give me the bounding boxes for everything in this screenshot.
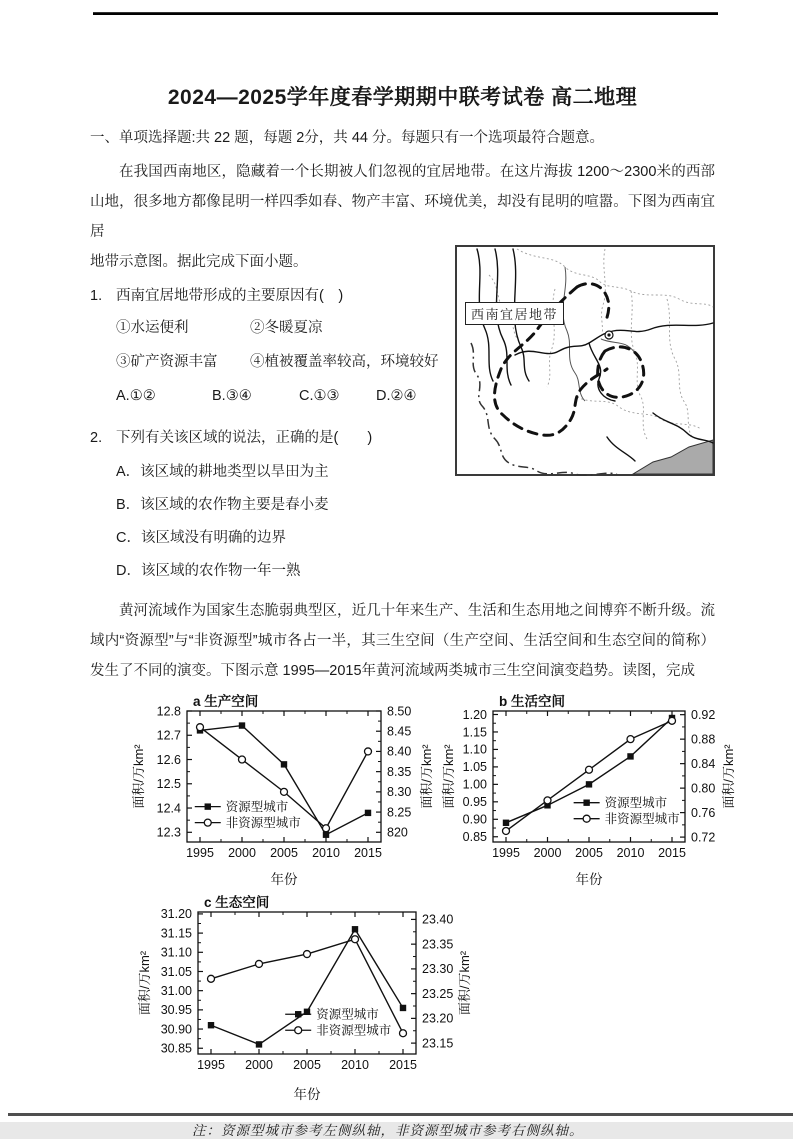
chart-b-living-space <box>440 695 740 894</box>
svg-text:12.8: 12.8 <box>156 704 181 719</box>
choice-d: D.②④ <box>376 388 417 404</box>
charts-block <box>130 694 736 1139</box>
svg-text:820: 820 <box>387 825 408 840</box>
question-1-items <box>116 317 446 374</box>
question-2-text: 下列有关该区域的说法，正确的是( ) <box>116 430 373 446</box>
svg-text:面积/万km²: 面积/万km² <box>131 744 146 809</box>
national-border <box>471 343 617 475</box>
svg-text:资源型城市: 资源型城市 <box>316 1007 379 1022</box>
question-1-header <box>90 283 446 309</box>
section-heading: 一、单项选择题:共 22 题，每题 2分，共 44 分。每题只有一个选项最符合题意。 <box>90 130 604 146</box>
svg-text:1.20: 1.20 <box>462 707 487 722</box>
question-map-row <box>90 247 715 583</box>
svg-text:1995: 1995 <box>197 1058 225 1072</box>
city-marker-icon <box>605 331 613 339</box>
chart-c-ecological-space <box>136 896 476 1109</box>
svg-text:0.90: 0.90 <box>462 812 487 827</box>
svg-text:面积/万km²: 面积/万km² <box>419 744 434 809</box>
svg-text:0.92: 0.92 <box>691 707 716 722</box>
svg-text:非资源型城市: 非资源型城市 <box>225 815 301 830</box>
svg-text:23.35: 23.35 <box>422 937 454 952</box>
page-title: 2024—2025学年度春学期期中联考试卷 高二地理 <box>167 86 638 109</box>
svg-text:30.95: 30.95 <box>160 1003 192 1018</box>
svg-text:面积/万km²: 面积/万km² <box>721 744 736 809</box>
svg-text:2010: 2010 <box>312 846 340 860</box>
svg-text:1.00: 1.00 <box>462 777 487 792</box>
svg-text:12.5: 12.5 <box>156 777 181 792</box>
question-1-item: ④植被覆盖率较高，环境较好 <box>250 354 439 370</box>
svg-text:年份: 年份 <box>575 872 603 887</box>
svg-text:1.10: 1.10 <box>462 742 487 757</box>
question-1-item: ①水运便利 <box>116 320 189 336</box>
svg-text:0.76: 0.76 <box>691 805 716 820</box>
choice-c: C.①③ <box>299 388 340 404</box>
svg-text:12.4: 12.4 <box>156 801 181 816</box>
svg-text:2005: 2005 <box>575 846 603 860</box>
question-2-choices <box>116 461 446 583</box>
choice-b: B．该区域的农作物主要是春小麦 <box>116 497 329 513</box>
svg-text:23.20: 23.20 <box>422 1011 454 1026</box>
svg-text:0.85: 0.85 <box>462 830 487 845</box>
svg-text:30.85: 30.85 <box>160 1041 192 1056</box>
rivers <box>477 249 713 461</box>
svg-text:12.7: 12.7 <box>156 728 181 743</box>
svg-text:23.15: 23.15 <box>422 1036 454 1051</box>
question-1 <box>90 283 446 408</box>
svg-text:23.40: 23.40 <box>422 912 454 927</box>
question-1-item: ②冬暖夏凉 <box>250 320 323 336</box>
svg-text:0.95: 0.95 <box>462 795 487 810</box>
choice-a: A.①② <box>116 388 156 404</box>
svg-text:8.30: 8.30 <box>387 785 412 800</box>
question-1-number: 1. <box>90 288 103 304</box>
svg-text:1995: 1995 <box>492 846 520 860</box>
question-2-number: 2. <box>90 430 103 446</box>
svg-text:资源型城市: 资源型城市 <box>604 796 668 810</box>
question-1-text: 西南宜居地带形成的主要原因有( ) <box>116 288 344 304</box>
svg-text:31.10: 31.10 <box>160 945 192 960</box>
svg-text:1.15: 1.15 <box>462 725 487 740</box>
svg-text:8.25: 8.25 <box>387 805 412 820</box>
svg-text:年份: 年份 <box>270 872 298 887</box>
svg-text:面积/万km²: 面积/万km² <box>137 950 152 1016</box>
intro-paragraph-1-end: 地带示意图。据此完成下面小题。 <box>90 254 308 270</box>
svg-text:0.88: 0.88 <box>691 732 716 747</box>
question-2 <box>90 425 446 583</box>
intro-paragraph-2: 黄河流域作为国家生态脆弱典型区，近几十年来生产、生活和生态用地之间博弈不断升级。流域内“资源型”与“非资源型”城市各占一半，其三生空间（生产空间、生活空间和生态空间的简称）发生了不同的演变。下图示意 1995—2015年黄河流域两类城市三生空间演变趋势。读图，完成 <box>90 603 715 679</box>
svg-text:31.20: 31.20 <box>160 907 192 922</box>
sea-area <box>633 440 713 474</box>
svg-text:2015: 2015 <box>389 1058 417 1072</box>
question-2-header <box>90 425 446 451</box>
question-1-choices <box>116 385 446 408</box>
intro-paragraph-1: 在我国西南地区，隐藏着一个长期被人们忽视的宜居地带。在这片海拔 1200～2300米的西部山地，很多地方都像昆明一样四季如春、物产丰富、环境优美，却没有昆明的喧嚣。下图为西南宜居 <box>90 164 715 240</box>
svg-text:2010: 2010 <box>616 846 645 860</box>
svg-text:1.05: 1.05 <box>462 760 487 775</box>
svg-text:12.6: 12.6 <box>156 752 181 767</box>
svg-text:31.05: 31.05 <box>160 964 192 979</box>
southwest-map-figure <box>455 245 715 476</box>
svg-text:0.80: 0.80 <box>691 781 716 796</box>
svg-text:23.25: 23.25 <box>422 986 454 1001</box>
svg-text:8.40: 8.40 <box>387 744 412 759</box>
svg-text:0.72: 0.72 <box>691 830 716 845</box>
svg-text:年份: 年份 <box>293 1087 321 1102</box>
charts-row-top <box>130 694 736 894</box>
charts-row-bottom <box>136 896 715 1109</box>
svg-text:2005: 2005 <box>270 846 298 860</box>
svg-text:非资源型城市: 非资源型城市 <box>604 812 680 826</box>
svg-text:2010: 2010 <box>341 1058 369 1072</box>
svg-text:8.35: 8.35 <box>387 764 412 779</box>
svg-text:非资源型城市: 非资源型城市 <box>316 1023 392 1038</box>
svg-text:面积/万km²: 面积/万km² <box>441 744 456 809</box>
bottom-rule <box>8 1113 793 1116</box>
question-1-item: ③矿产资源丰富 <box>116 354 218 370</box>
svg-text:2000: 2000 <box>533 846 562 860</box>
svg-text:31.00: 31.00 <box>160 983 192 998</box>
svg-text:a 生产空间: a 生产空间 <box>193 694 259 709</box>
svg-text:2000: 2000 <box>245 1058 273 1072</box>
map-zone-label: 西南宜居地带 <box>465 302 564 325</box>
svg-text:31.15: 31.15 <box>160 926 192 941</box>
svg-text:2000: 2000 <box>228 846 256 860</box>
choice-b: B.③④ <box>212 388 252 404</box>
svg-text:资源型城市: 资源型城市 <box>225 799 289 814</box>
questions-column <box>90 247 446 583</box>
svg-text:2015: 2015 <box>354 846 382 860</box>
svg-text:8.45: 8.45 <box>387 724 412 739</box>
svg-text:12.3: 12.3 <box>156 825 181 840</box>
choice-c: C．该区域没有明确的边界 <box>116 530 286 546</box>
svg-text:1995: 1995 <box>186 846 214 860</box>
svg-text:30.90: 30.90 <box>160 1022 192 1037</box>
choice-d: D．该区域的农作物一年一熟 <box>116 563 301 579</box>
svg-text:2005: 2005 <box>293 1058 321 1072</box>
svg-text:b 生活空间: b 生活空间 <box>499 694 565 709</box>
chart-note: 注：资源型城市参考左侧纵轴，非资源型城市参考右侧纵轴。 <box>192 1123 584 1138</box>
southwest-map <box>457 247 713 474</box>
svg-text:面积/万km²: 面积/万km² <box>457 950 472 1016</box>
chart-a-production-space <box>130 695 438 894</box>
svg-text:2015: 2015 <box>658 846 686 860</box>
svg-text:23.30: 23.30 <box>422 962 454 977</box>
svg-text:c 生态空间: c 生态空间 <box>204 895 270 910</box>
svg-text:0.84: 0.84 <box>691 756 716 771</box>
choice-a: A．该区域的耕地类型以旱田为主 <box>116 464 329 480</box>
svg-text:8.50: 8.50 <box>387 704 412 719</box>
